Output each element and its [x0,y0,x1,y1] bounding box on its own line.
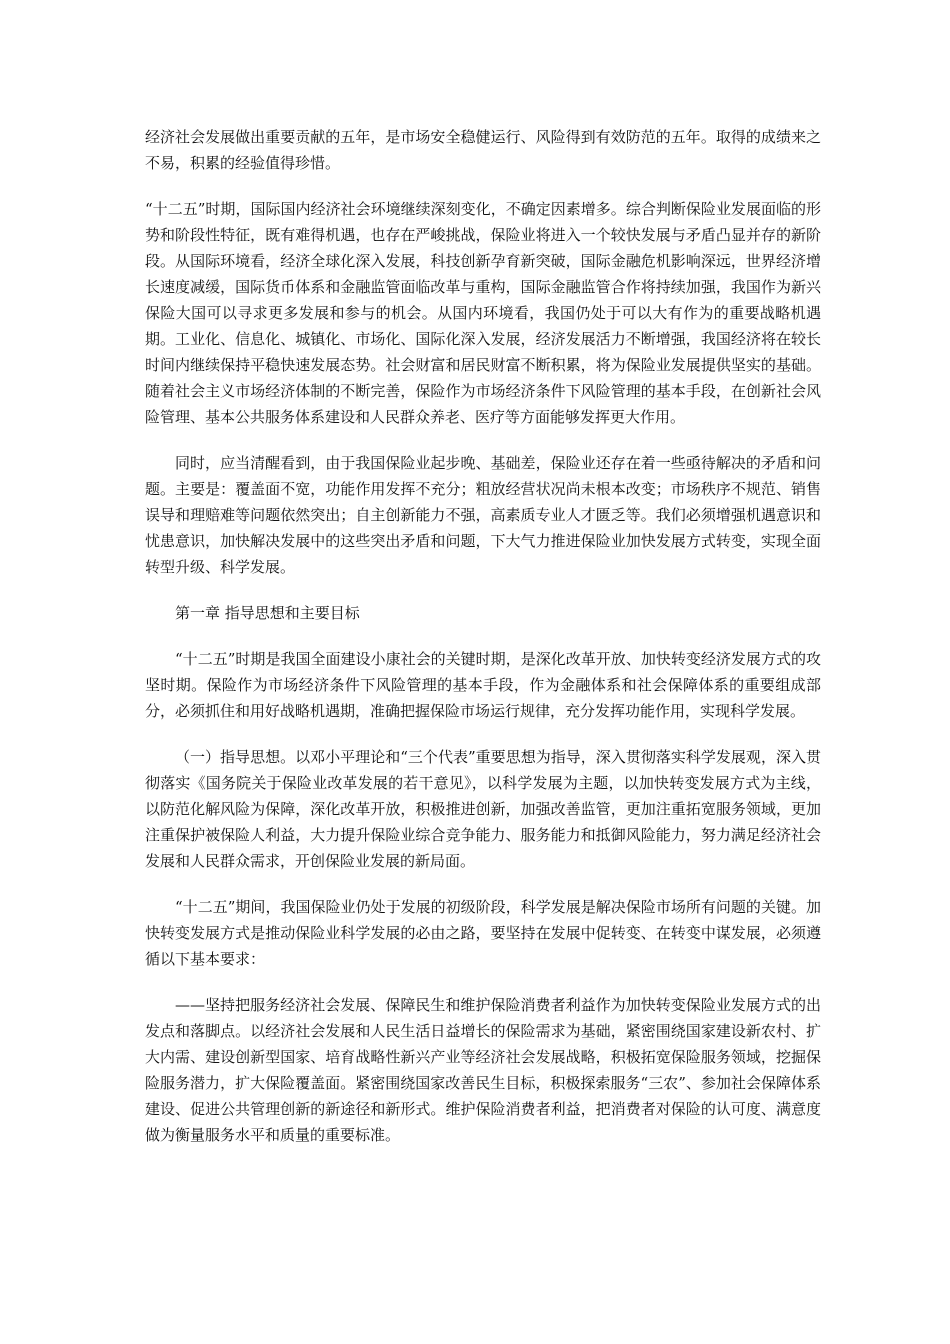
document-body [145,124,821,1168]
paragraph-basic-requirements: “十二五”期间，我国保险业仍处于发展的初级阶段，科学发展是解决保险市场所有问题的关键。加快转变发展方式是推动保险业科学发展的必由之路，要坚持在发展中促转变、在转变中谋发展，必须遵循以下基本要求： [145,898,821,968]
paragraph-problems: 同时，应当清醒看到，由于我国保险业起步晚、基础差，保险业还存在着一些亟待解决的矛盾和问题。主要是：覆盖面不宽，功能作用发挥不充分；粗放经营状况尚未根本改变；市场秩序不规范、销售误导和理赔难等问题依然突出；自主创新能力不强，高素质专业人才匮乏等。我们必须增强机遇意识和忧患意识，加快解决发展中的这些突出矛盾和问题，下大气力推进保险业加快发展方式转变，实现全面转型升级、科学发展。 [145,454,821,576]
paragraph-key-period: “十二五”时期是我国全面建设小康社会的关键时期，是深化改革开放、加快转变经济发展方式的攻坚时期。保险作为市场经济条件下风险管理的基本手段，作为金融体系和社会保障体系的重要组成部分，必须抓住和用好战略机遇期，准确把握保险市场运行规律，充分发挥功能作用，实现科学发展。 [145,650,821,720]
paragraph-guiding-thought: （一）指导思想。以邓小平理论和“三个代表”重要思想为指导，深入贯彻落实科学发展观，深入贯彻落实《国务院关于保险业改革发展的若干意见》，以科学发展为主题，以加快转变发展方式为主线，以防范化解风险为保障，深化改革开放，积极推进创新，加强改善监管，更加注重拓宽服务领域，更加注重保护被保险人利益，大力提升保险业综合竞争能力、服务能力和抵御风险能力，努力满足经济社会发展和人民群众需求，开创保险业发展的新局面。 [145,748,821,870]
paragraph-requirement-one: ——坚持把服务经济社会发展、保障民生和维护保险消费者利益作为加快转变保险业发展方式的出发点和落脚点。以经济社会发展和人民生活日益增长的保险需求为基础，紧密围绕国家建设新农村、扩大内需、建设创新型国家、培育战略性新兴产业等经济社会发展战略，积极拓宽保险服务领域，挖掘保险服务潜力，扩大保险覆盖面。紧密围绕国家改善民生目标，积极探索服务“三农”、参加社会保障体系建设、促进公共管理创新的新途径和新形式。维护保险消费者利益，把消费者对保险的认可度、满意度做为衡量服务水平和质量的重要标准。 [145,996,821,1144]
paragraph-twelfth-five-year-environment: “十二五”时期，国际国内经济社会环境继续深刻变化，不确定因素增多。综合判断保险业发展面临的形势和阶段性特征，既有难得机遇，也存在严峻挑战，保险业将进入一个较快发展与矛盾凸显并存的新阶段。从国际环境看，经济全球化深入发展，科技创新孕育新突破，国际金融危机影响深远，世界经济增长速度减缓，国际货币体系和金融监管面临改革与重构，国际金融监管合作将持续加强，我国作为新兴保险大国可以寻求更多发展和参与的机会。从国内环境看，我国仍处于可以大有作为的重要战略机遇期。工业化、信息化、城镇化、市场化、国际化深入发展，经济发展活力不断增强，我国经济将在较长时间内继续保持平稳快速发展态势。社会财富和居民财富不断积累，将为保险业发展提供坚实的基础。随着社会主义市场经济体制的不断完善，保险作为市场经济条件下风险管理的基本手段，在创新社会风险管理、基本公共服务体系建设和人民群众养老、医疗等方面能够发挥更大作用。 [145,200,821,426]
paragraph-intro-continuation: 经济社会发展做出重要贡献的五年，是市场安全稳健运行、风险得到有效防范的五年。取得的成绩来之不易，积累的经验值得珍惜。 [145,128,821,172]
chapter-heading: 第一章 指导思想和主要目标 [175,604,360,622]
